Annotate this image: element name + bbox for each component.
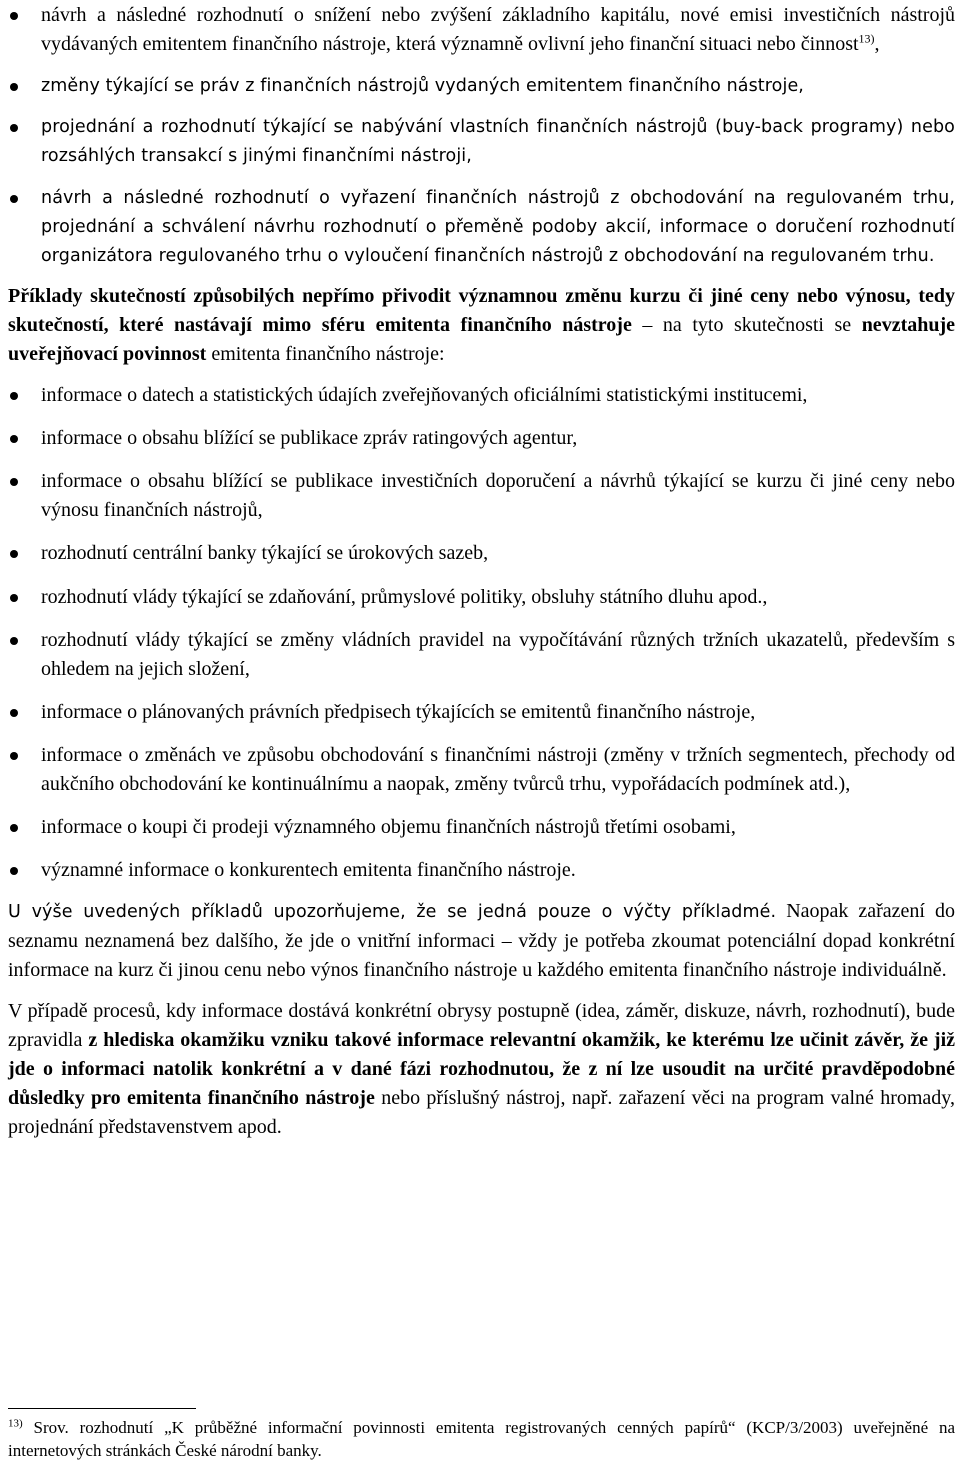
list-item [8, 467, 955, 525]
event-list-direct [8, 1, 955, 271]
footnote-ref: 13) [858, 31, 875, 46]
examples-intro-bold: Příklady skutečností způsobilých nepřímo přivodit významnou změnu kurzu či jiné ceny nebo výnosu, tedy skutečností, které nastávají mimo sféru emitenta finančního nástroje [8, 285, 955, 336]
list-item-text: informace o koupi či prodeji významného objemu finančních nástrojů třetími osobami, [41, 816, 736, 838]
footnote-text: Srov. rozhodnutí „K průběžné informační povinnosti emitenta registrovaných cenných papírů“ (KCP/3/2003) uveřejněné na internetových stránkách České národní banky. [8, 1418, 955, 1460]
examples-intro-middle: – na tyto skutečnosti se [631, 314, 862, 336]
list-item [8, 813, 955, 842]
list-item-text: informace o plánovaných právních předpisech týkajících se emitentů finančního nástroje, [41, 701, 756, 723]
list-item [8, 698, 955, 727]
list-item [8, 113, 955, 171]
list-item [8, 741, 955, 799]
paragraph-bold: z hlediska okamžiku vzniku takové informace relevantní okamžik, ke kterému lze učinit závěr, že již jde o informaci natolik konkrétní a v dané fázi rozhodnutou, že z ní lze usoudit na určité pravděpodobné důsledky pro emitenta finančního nástroje [8, 1029, 955, 1109]
footnote [8, 1416, 955, 1462]
list-item [8, 626, 955, 684]
list-item-text: rozhodnutí vlády týkající se změny vládních pravidel na vypočítávání různých tržních ukazatelů, především s ohledem na jejich složení, [41, 629, 955, 680]
list-item-text: informace o obsahu blížící se publikace investičních doporučení a návrhů týkající se kurzu či jiné ceny nebo výnosu finančních nástrojů, [41, 470, 955, 521]
list-item-text: projednání a rozhodnutí týkající se nabývání vlastních finančních nástrojů (buy-back programy) nebo rozsáhlých transakcí s jinými finančními nástroji, [41, 117, 955, 166]
list-item [8, 184, 955, 271]
document-page [8, 0, 955, 1142]
list-item-text: návrh a následné rozhodnutí o vyřazení finančních nástrojů z obchodování na regulovaném trhu, projednání a schválení návrhu rozhodnutí o přeměně podoby akcií, informace o doručení rozhodnutí organizátora regulovaného trhu o vyloučení finančních nástrojů z obchodování na regulovaném trhu. [41, 188, 955, 266]
list-item [8, 856, 955, 885]
footnote-divider [8, 1408, 196, 1409]
paragraph-examples-note [8, 897, 955, 985]
list-item [8, 539, 955, 568]
examples-intro [8, 282, 955, 369]
paragraph-process [8, 997, 955, 1142]
examples-intro-bold-2: nevztahuje uveřejňovací povinnost [8, 314, 956, 365]
list-item [8, 583, 955, 612]
list-item-text: informace o změnách ve způsobu obchodování s finančními nástroji (změny v tržních segmentech, přechody od aukčního obchodování ke kontinuálnímu a naopak, změny tvůrců trhu, vypořádacích podmínek atd.), [41, 744, 955, 795]
list-item [8, 424, 955, 453]
list-item-tail: , [874, 33, 880, 55]
examples-intro-end: emitenta finančního nástroje: [206, 343, 445, 365]
list-item-text: významné informace o konkurentech emitenta finančního nástroje. [41, 859, 576, 881]
footnote-number: 13) [8, 1417, 23, 1430]
paragraph-sans-part: U výše uvedených příkladů upozorňujeme, že se jedná pouze o výčty příkladmé. [8, 902, 777, 922]
list-item-text: změny týkající se práv z finančních nástrojů vydaných emitentem finančního nástroje, [41, 76, 804, 96]
paragraph-normal: V případě procesů, kdy informace dostává konkrétní obrysy postupně (idea, záměr, diskuze, návrh, rozhodnutí), bude zpravidla [8, 1000, 955, 1051]
list-item [8, 1, 955, 59]
list-item-text: návrh a následné rozhodnutí o snížení nebo zvýšení základního kapitálu, nové emisi investičních nástrojů vydávaných emitentem finančního nástroje, která významně ovlivní jeho finanční situaci nebo činnost [41, 4, 955, 55]
paragraph-end: nebo příslušný nástroj, např. zařazení věci na program valné hromady, projednání představenstvem apod. [8, 1087, 955, 1138]
list-item-text: informace o obsahu blížící se publikace zpráv ratingových agentur, [41, 427, 578, 449]
paragraph-rest: Naopak zařazení do seznamu neznamená bez dalšího, že jde o vnitřní informaci – vždy je potřeba zkoumat potenciální dopad konkrétní informace na kurz či jinou cenu nebo výnos finančního nástroje u každého emitenta finančního nástroje individuálně. [8, 900, 955, 981]
list-item-text: rozhodnutí centrální banky týkající se úrokových sazeb, [41, 542, 489, 564]
list-item [8, 381, 955, 410]
list-item-text: informace o datech a statistických údajích zveřejňovaných oficiálními statistickými institucemi, [41, 384, 808, 406]
list-item-text: rozhodnutí vlády týkající se zdaňování, průmyslové politiky, obsluhy státního dluhu apod., [41, 586, 768, 608]
event-list-indirect [8, 381, 955, 885]
list-item [8, 72, 955, 101]
